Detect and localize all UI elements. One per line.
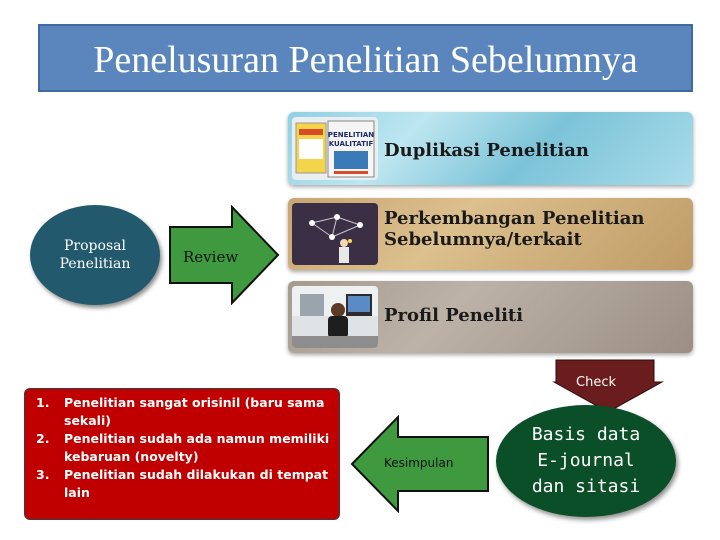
conclusion-text: Penelitian sangat orisinil (baru sama sekali) [64, 395, 325, 428]
proposal-label: Proposal Penelitian [59, 238, 131, 272]
conclusion-item [36, 394, 330, 430]
review-item-label: Duplikasi Penelitian [384, 140, 589, 161]
book-title-line1: PENELITIAN [327, 131, 375, 139]
kesimpulan-label: Kesimpulan [384, 456, 454, 470]
network-diagram-image [292, 203, 378, 265]
page-title: Penelusuran Penelitian Sebelumnya [93, 39, 638, 81]
check-label: Check [576, 375, 616, 390]
conclusion-item [36, 466, 330, 502]
review-item-profil [288, 281, 693, 353]
conclusion-box [24, 388, 340, 520]
review-label: Review [183, 248, 239, 266]
review-item-label: Perkembangan Penelitian Sebelumnya/terkait [384, 208, 645, 250]
conclusion-item [36, 430, 330, 466]
book-title-line2: KUALITATIF [328, 140, 374, 148]
researcher-photo [292, 286, 378, 348]
conclusion-text: Penelitian sudah dilakukan di tempat lain [64, 467, 329, 500]
conclusion-number: 1. [36, 395, 50, 410]
proposal-oval [30, 205, 160, 305]
review-item-duplikasi [288, 112, 693, 185]
basis-data-label: Basis data E-journal dan sitasi [531, 424, 641, 497]
book-cover-image [292, 117, 378, 180]
conclusion-text: Penelitian sudah ada namun memiliki kebaruan (novelty) [64, 431, 330, 464]
title-bar [38, 24, 693, 92]
conclusion-list [36, 394, 330, 502]
basis-data-oval [496, 405, 676, 517]
conclusion-number: 2. [36, 431, 50, 446]
review-item-perkembangan [288, 198, 693, 270]
review-item-label: Profil Peneliti [384, 305, 524, 326]
conclusion-number: 3. [36, 467, 50, 482]
